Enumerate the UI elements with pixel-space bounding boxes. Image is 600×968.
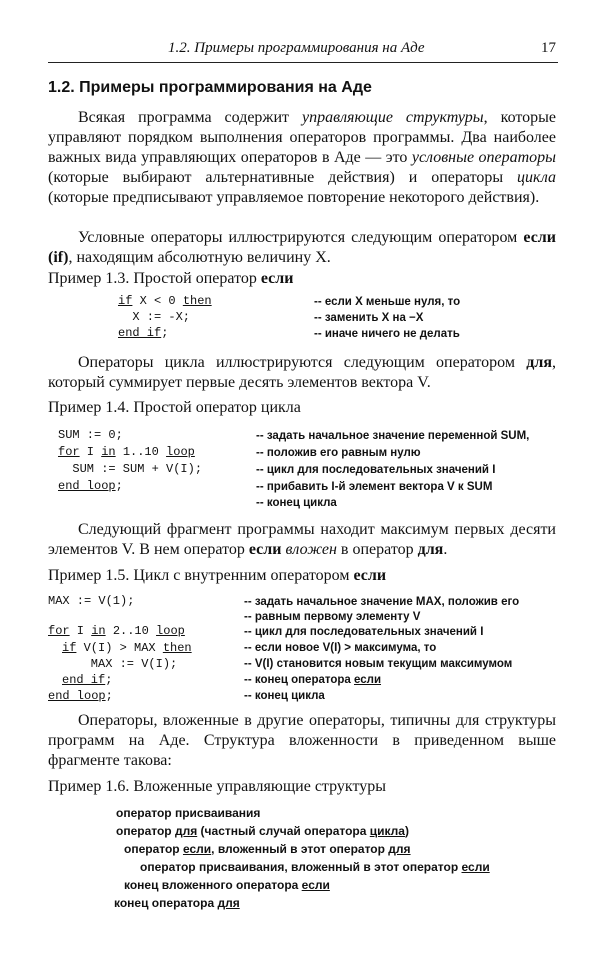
nest-line-4: оператор присваивания, вложенный в этот оператор если (140, 860, 490, 874)
example-1-4-line-3: SUM := SUM + V(I); (58, 462, 203, 476)
paragraph-nested: Следующий фрагмент программы находит максимум первых десяти элементов V. В нем оператор если вложен в оператор для. (48, 521, 556, 558)
nest-line-5: конец вложенного оператора если (124, 878, 330, 892)
example-1-3-line-2: X := -X; (118, 310, 191, 324)
example-1-3-comment-2: -- заменить X на −X (314, 312, 424, 324)
nest-line-2: оператор для (частный случай оператора цикла) (116, 824, 409, 838)
nest-line-1: оператор присваивания (116, 806, 261, 820)
example-1-4-comment-2: -- положив его равным нулю (256, 447, 421, 459)
example-1-5-line-3: if V(I) > MAX then (62, 641, 192, 655)
example-1-5-line-2: for I in 2..10 loop (48, 624, 185, 638)
nest-line-6: конец оператора для (114, 896, 240, 910)
example-1-6-label: Пример 1.6. Вложенные управляющие структуры (48, 778, 386, 795)
example-1-4-comment-5: -- конец цикла (256, 497, 337, 509)
example-1-5-comment-6: -- конец оператора если (244, 674, 382, 686)
example-1-5-line-1: MAX := V(1); (48, 594, 135, 608)
example-1-3-comment-1: -- если X меньше нуля, то (314, 296, 461, 308)
example-1-3-label: Пример 1.3. Простой оператор если (48, 270, 294, 287)
example-1-4-comment-1: -- задать начальное значение переменной SUM, (256, 430, 530, 442)
section-title: 1.2. Примеры программирования на Аде (48, 79, 372, 96)
example-1-3-line-1: if X < 0 then (118, 294, 212, 308)
example-1-5-comment-1: -- задать начальное значение MAX, положив его (244, 596, 520, 608)
intro-paragraph-2: Условные операторы иллюстрируются следующим оператором если (if), находящим абсолютную величину X. (48, 229, 556, 266)
example-1-4-line-1: SUM := 0; (58, 428, 123, 442)
example-1-5-comment-5: -- V(I) становится новым текущим максимумом (244, 658, 513, 670)
example-1-5-comment-4: -- если новое V(I) > максимума, то (244, 642, 437, 654)
example-1-4-comment-3: -- цикл для последовательных значений I (256, 464, 496, 476)
example-1-5-comment-3: -- цикл для последовательных значений I (244, 626, 484, 638)
example-1-5-label: Пример 1.5. Цикл с внутренним оператором если (48, 567, 387, 584)
example-1-5-comment-2: -- равным первому элементу V (244, 611, 421, 623)
example-1-4-label: Пример 1.4. Простой оператор цикла (48, 399, 301, 416)
example-1-5-line-4: MAX := V(I); (62, 657, 178, 671)
example-1-4-comment-4: -- прибавить I-й элемент вектора V к SUM (256, 481, 493, 493)
paragraph-loops: Операторы цикла иллюстрируются следующим оператором для, который суммирует первые десять элементов вектора V. (48, 354, 556, 391)
example-1-4-line-2: for I in 1..10 loop (58, 445, 195, 459)
example-1-5-comment-7: -- конец цикла (244, 690, 325, 702)
example-1-5-line-6: end loop; (48, 689, 113, 703)
nest-line-3: оператор если, вложенный в этот оператор для (124, 842, 411, 856)
intro-paragraph-1: Всякая программа содержит управляющие структуры, которые управляют порядком выполнения операторов программы. Два наиболее важных вида управляющих операторов в Аде — это условные операторы (которые выбирают альтернативные действия) и операторы цикла (которые предписывают управляемое повторение некоторого действия). (48, 109, 557, 206)
running-header (48, 40, 558, 63)
example-1-3-comment-3: -- иначе ничего не делать (314, 328, 460, 340)
example-1-5-line-5: end if; (62, 673, 113, 687)
paragraph-structure: Операторы, вложенные в другие операторы, типичны для структуры программ на Аде. Структура вложенности в приведенном выше фрагменте такова: (48, 712, 556, 769)
page-number: 17 (541, 40, 556, 56)
running-header-title: 1.2. Примеры программирования на Аде (168, 40, 425, 56)
example-1-4-line-4: end loop; (58, 479, 123, 493)
example-1-3-line-3: end if; (118, 326, 169, 340)
